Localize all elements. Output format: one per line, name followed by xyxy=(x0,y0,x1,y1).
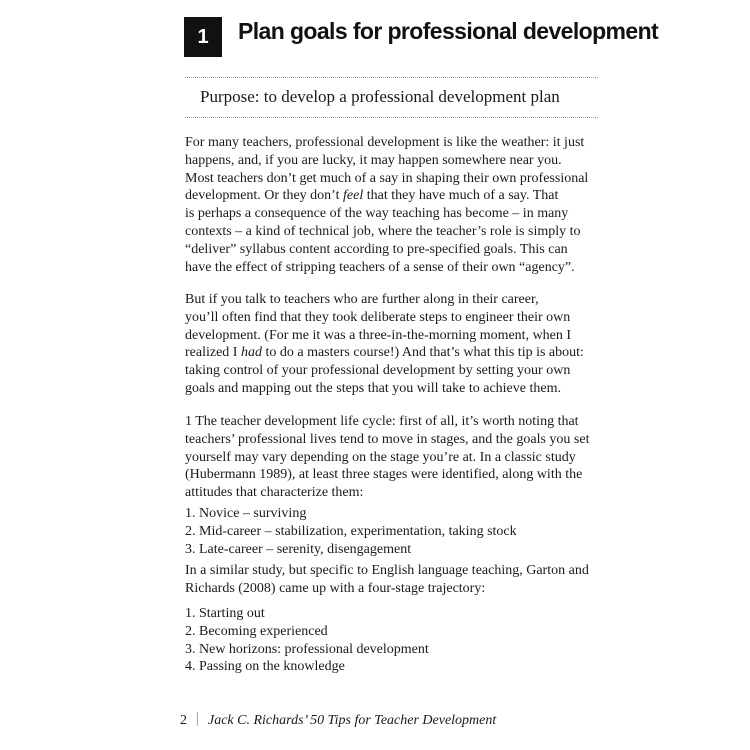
page-title: Plan goals for professional development xyxy=(238,18,659,44)
text-line xyxy=(185,449,589,467)
text-segment: have the effect of stripping teachers of a sense of their own “agency”. xyxy=(185,259,575,275)
text-segment: attitudes that characterize them: xyxy=(185,485,364,501)
text-segment: In a similar study, but specific to English language teaching, Garton and xyxy=(185,563,589,578)
text-line xyxy=(185,431,589,449)
text-segment: 1 The teacher development life cycle: first of all, it’s worth noting that xyxy=(185,414,579,429)
text-line xyxy=(185,241,588,259)
text-segment: 3. New horizons: professional development xyxy=(185,641,429,657)
emphasis-text: feel xyxy=(343,188,364,204)
divider-top xyxy=(185,77,598,78)
text-line xyxy=(185,605,429,623)
text-segment: “deliver” syllabus content according to pre-specified goals. This can xyxy=(185,241,568,257)
text-segment: development. (For me it was a three-in-the-morning moment, when I xyxy=(185,327,572,343)
text-segment: teachers’ professional lives tend to move in stages, and the goals you set xyxy=(185,431,590,447)
text-line xyxy=(185,259,588,277)
text-segment: realized I xyxy=(185,345,241,361)
text-segment: 4. Passing on the knowledge xyxy=(185,659,345,675)
paragraph-intro xyxy=(185,134,588,276)
text-line xyxy=(185,541,517,559)
text-segment: Most teachers don’t get much of a say in shaping their own professional xyxy=(185,170,589,186)
text-segment: development. Or they don’t xyxy=(185,188,343,204)
text-line xyxy=(185,344,584,362)
text-line xyxy=(185,170,588,188)
text-line xyxy=(185,187,588,205)
text-line xyxy=(185,484,589,502)
text-line xyxy=(185,562,589,580)
text-segment: (Hubermann 1989), at least three stages were identified, along with the xyxy=(185,467,583,483)
paragraph-life-cycle xyxy=(185,413,589,502)
text-segment: 1. Starting out xyxy=(185,606,265,621)
paragraph-garton-richards xyxy=(185,562,589,598)
text-segment: 2. Becoming experienced xyxy=(185,623,328,639)
text-line xyxy=(185,362,584,380)
text-segment: yourself may vary depending on the stage you’re at. In a classic study xyxy=(185,449,576,465)
text-line xyxy=(185,466,589,484)
text-segment: Richards (2008) came up with a four-stage trajectory: xyxy=(185,580,486,596)
chapter-number-badge xyxy=(184,17,222,57)
text-line xyxy=(185,223,588,241)
text-line xyxy=(185,623,429,641)
divider-bottom xyxy=(185,117,598,118)
text-segment: contexts – a kind of technical job, where the teacher’s role is simply to xyxy=(185,223,581,239)
text-segment: 2. Mid-career – stabilization, experimentation, taking stock xyxy=(185,523,517,539)
footer-separator xyxy=(197,712,198,726)
text-line xyxy=(185,505,517,523)
text-line xyxy=(185,658,429,676)
chapter-number: 1 xyxy=(197,25,209,48)
text-segment: that they have much of a say. That xyxy=(363,188,559,204)
text-segment: taking control of your professional development by setting your own xyxy=(185,363,571,379)
text-segment: For many teachers, professional development is like the weather: it just xyxy=(185,135,585,150)
paragraph-career xyxy=(185,291,584,398)
page-number: 2 xyxy=(180,713,187,728)
page-footer xyxy=(180,712,496,729)
text-segment: goals and mapping out the steps that you will take to achieve them. xyxy=(185,380,561,396)
text-line xyxy=(185,134,588,152)
text-line xyxy=(185,380,584,398)
text-segment: to do a masters course!) And that’s what this tip is about: xyxy=(261,345,584,361)
list-hubermann-stages xyxy=(185,505,517,558)
book-title: Jack C. Richards’ 50 Tips for Teacher Development xyxy=(208,713,497,728)
list-four-stage-trajectory xyxy=(185,605,429,676)
text-line xyxy=(185,309,584,327)
text-line xyxy=(185,291,584,309)
text-segment: 3. Late-career – serenity, disengagement xyxy=(185,541,412,557)
emphasis-text: had xyxy=(240,345,262,361)
text-segment: you’ll often find that they took deliberate steps to engineer their own xyxy=(185,309,571,325)
text-line xyxy=(185,580,589,598)
text-segment: But if you talk to teachers who are further along in their career, xyxy=(185,292,539,307)
text-line xyxy=(185,523,517,541)
text-segment: is perhaps a consequence of the way teaching has become – in many xyxy=(185,206,569,222)
purpose-heading: Purpose: to develop a professional development plan xyxy=(200,87,560,106)
text-line xyxy=(185,641,429,659)
text-segment: 1. Novice – surviving xyxy=(185,506,307,521)
text-line xyxy=(185,152,588,170)
text-line xyxy=(185,205,588,223)
text-line xyxy=(185,413,589,431)
text-line xyxy=(185,327,584,345)
text-segment: happens, and, if you are lucky, it may happen somewhere near you. xyxy=(185,152,562,168)
